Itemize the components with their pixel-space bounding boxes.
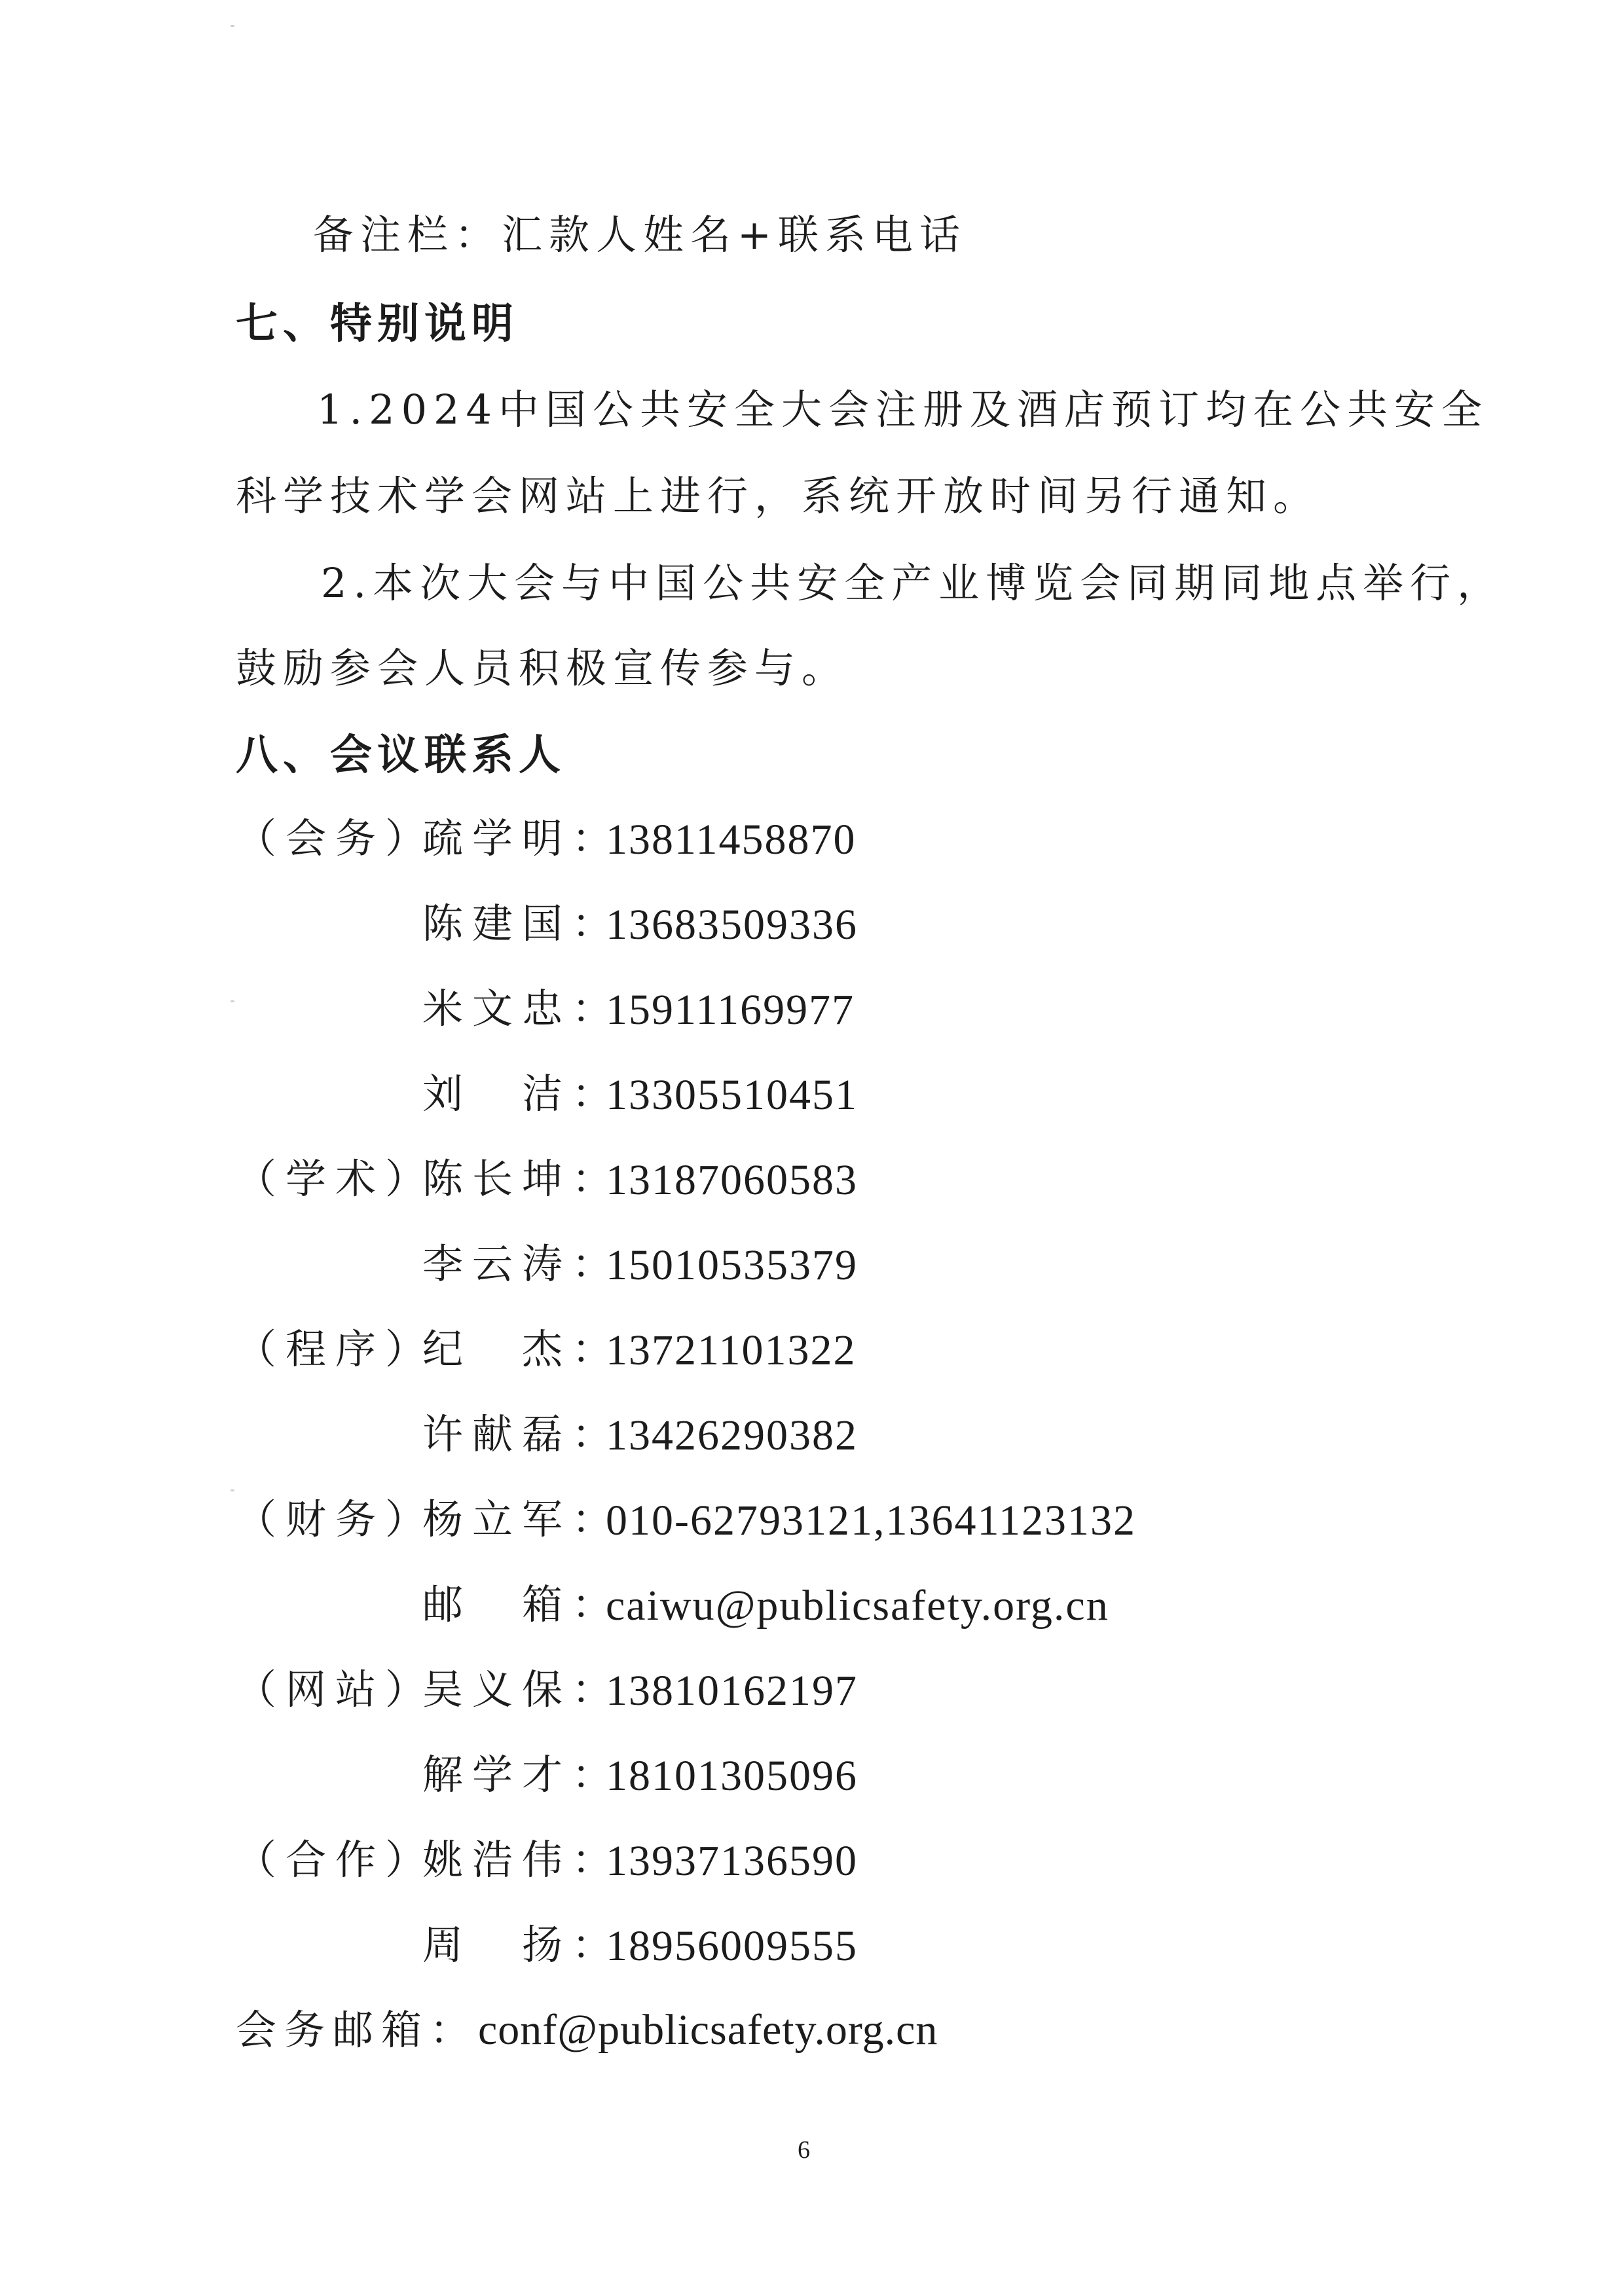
contact-row (236, 1070, 1414, 1126)
contact-name: 许献磊： (422, 1410, 622, 1458)
contact-phone: 13810162197 (606, 1667, 858, 1715)
contact-phone: 13187060583 (606, 1156, 858, 1204)
contact-group: （财务） (236, 1495, 435, 1543)
section-7-para1-line2: 科学技术学会网站上进行，系统开放时间另行通知。 (236, 472, 1321, 520)
contact-row (236, 1495, 1414, 1552)
contact-group: （合作） (236, 1836, 435, 1884)
remark-line: 备注栏：汇款人姓名+联系电话 (313, 211, 967, 259)
contact-name: 解学才： (422, 1751, 622, 1798)
contact-name: 姚浩伟： (422, 1836, 622, 1884)
section-7-para1-line1: 1.2024中国公共安全大会注册及酒店预订均在公共安全 (317, 386, 1488, 433)
contact-name: 杨立军： (422, 1495, 622, 1543)
contact-phone: 18101305096 (606, 1752, 858, 1800)
scan-speck (231, 1489, 234, 1491)
contact-row (236, 1410, 1414, 1467)
contact-row (236, 1155, 1414, 1211)
contact-email: caiwu@publicsafety.org.cn (606, 1582, 1109, 1630)
contact-row (236, 985, 1414, 1041)
section-7-heading: 七、特别说明 (236, 299, 519, 348)
scan-speck (231, 25, 234, 27)
conference-email: conf@publicsafety.org.cn (478, 2006, 938, 2054)
contact-name: 刘 洁： (422, 1070, 622, 1118)
contact-row (236, 814, 1414, 871)
section-8-heading: 八、会议联系人 (236, 731, 566, 780)
contact-row (236, 1836, 1414, 1892)
section-7-para2-line1: 2.本次大会与中国公共安全产业博览会同期同地点举行， (321, 559, 1505, 607)
contact-group: （程序） (236, 1325, 435, 1373)
contact-phone: 13305510451 (606, 1071, 858, 1119)
contact-group: （学术） (236, 1155, 435, 1203)
contact-row (236, 1921, 1414, 1977)
contact-phone: 15010535379 (606, 1241, 858, 1289)
conference-email-label: 会务邮箱： (236, 2006, 479, 2054)
contact-group: （会务） (236, 814, 435, 862)
contact-phone: 13721101322 (606, 1326, 857, 1374)
contact-name: 李云涛： (422, 1240, 622, 1288)
contact-row (236, 1751, 1414, 1807)
contact-phone: 13683509336 (606, 901, 858, 949)
contact-row (236, 900, 1414, 956)
conference-email-line (236, 2006, 938, 2054)
page-number: 6 (798, 2136, 810, 2164)
contact-row (236, 1580, 1414, 1637)
contact-phone: 18956009555 (606, 1922, 858, 1970)
contact-row (236, 1240, 1414, 1296)
contact-row (236, 1325, 1414, 1381)
contact-phone: 010-62793121,13641123132 (606, 1497, 1137, 1544)
contact-name: 陈长坤： (422, 1155, 622, 1203)
contact-name: 吴义保： (422, 1666, 622, 1713)
section-7-para2-line2: 鼓励参会人员积极宣传参与。 (236, 644, 849, 692)
contact-name: 疏学明： (422, 814, 622, 862)
contact-phone: 15911169977 (606, 986, 855, 1034)
contact-name: 纪 杰： (422, 1325, 622, 1373)
contact-phone: 13426290382 (606, 1412, 858, 1459)
contact-name: 陈建国： (422, 900, 622, 947)
contact-name: 邮 箱： (422, 1580, 622, 1628)
contact-name: 周 扬： (422, 1921, 622, 1969)
contact-group: （网站） (236, 1666, 435, 1713)
contact-name: 米文忠： (422, 985, 622, 1032)
contact-phone: 13811458870 (606, 816, 857, 864)
scan-speck (231, 1000, 234, 1002)
contact-phone: 13937136590 (606, 1837, 858, 1885)
contact-row (236, 1666, 1414, 1722)
